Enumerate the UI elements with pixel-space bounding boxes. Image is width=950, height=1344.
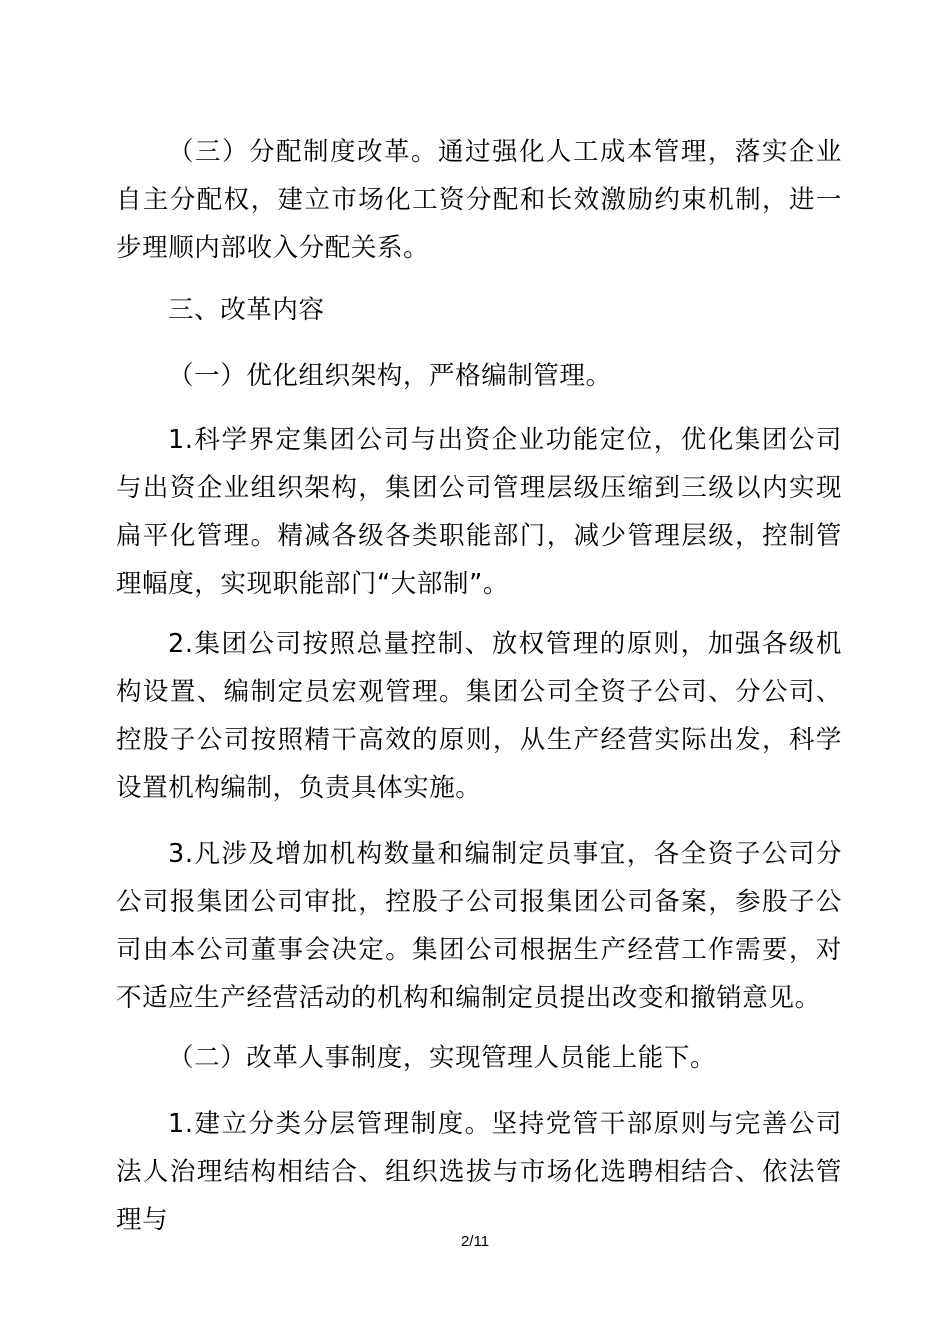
- subsection-heading-organization: （一）优化组织架构，严格编制管理。: [168, 361, 612, 391]
- paragraph-item-1-organization: 1.科学界定集团公司与出资企业功能定位，优化集团公司与出资企业组织架构，集团公司管理层级压缩到三级以内实现扁平化管理。精减各级各类职能部门，减少管理层级，控制管理幅度，实现职能部门“大部制”。: [116, 425, 842, 599]
- paragraph-distribution-reform: （三）分配制度改革。通过强化人工成本管理，落实企业自主分配权，建立市场化工资分配和长效激励约束机制，进一步理顺内部收入分配关系。: [116, 137, 842, 263]
- paragraph-item-3-organization: 3.凡涉及增加机构数量和编制定员事宜，各全资子公司分公司报集团公司审批，控股子公司报集团公司备案，参股子公司由本公司董事会决定。集团公司根据生产经营工作需要，对不适应生产经营活动的机构和编制定员提出改变和撤销意见。: [116, 839, 842, 1013]
- page-number: 2/11: [460, 1233, 490, 1250]
- paragraph-item-2-organization: 2.集团公司按照总量控制、放权管理的原则，加强各级机构设置、编制定员宏观管理。集团公司全资子公司、分公司、控股子公司按照精干高效的原则，从生产经营实际出发，科学设置机构编制，负责具体实施。: [116, 629, 842, 803]
- subsection-heading-personnel: （二）改革人事制度，实现管理人员能上能下。: [168, 1043, 717, 1073]
- paragraph-item-1-personnel: 1.建立分类分层管理制度。坚持党管干部原则与完善公司法人治理结构相结合、组织选拔与市场化选聘相结合、依法管理与: [116, 1109, 842, 1235]
- section-heading-reform-content: 三、改革内容: [168, 295, 325, 325]
